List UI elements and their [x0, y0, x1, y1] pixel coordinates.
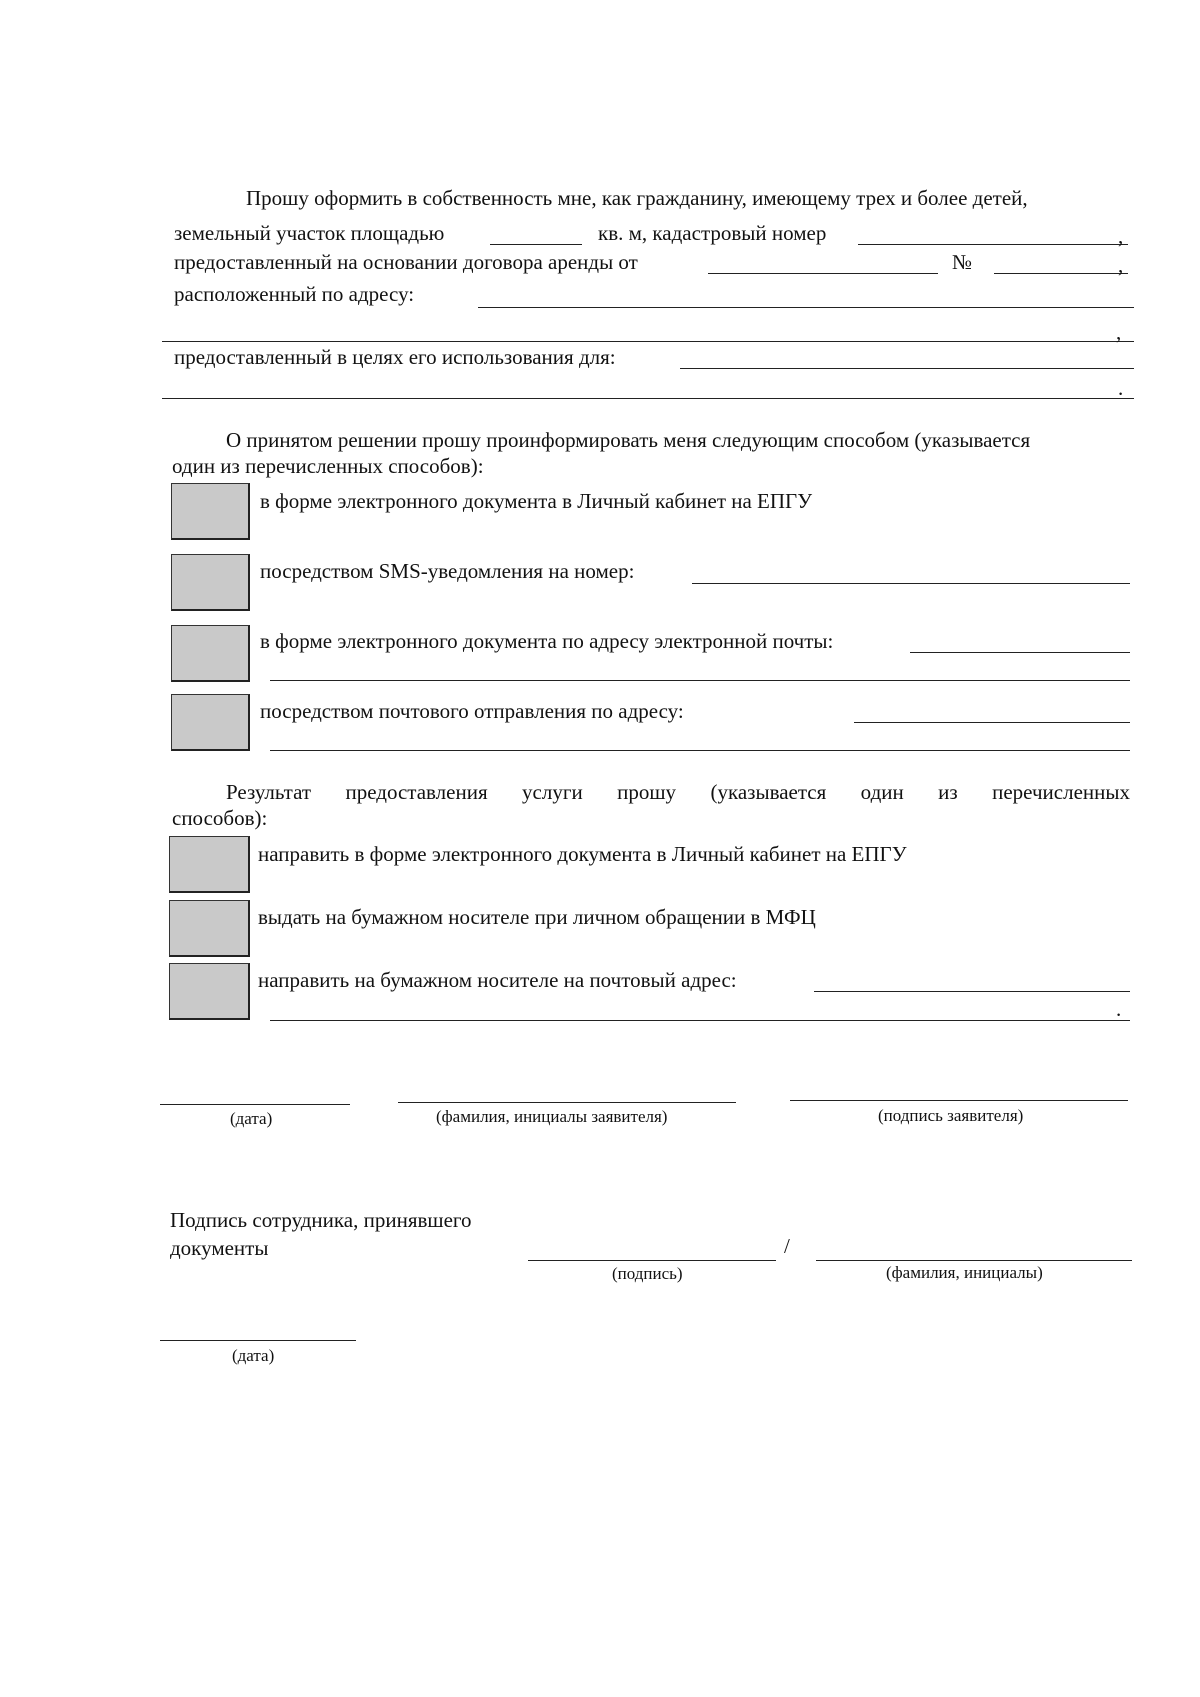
inform-option-2-label: посредством SMS-уведомления на номер:: [260, 559, 635, 583]
applicant-name-field[interactable]: [398, 1102, 736, 1103]
comma-mark: ,: [1118, 253, 1124, 277]
inform-option-3-checkbox[interactable]: [171, 625, 250, 682]
inform-option-3-label: в форме электронного документа по адресу электронной почты:: [260, 629, 834, 653]
result-option-1-label: направить в форме электронного документа в Личный кабинет на ЕПГУ: [258, 842, 907, 866]
sms-number-field[interactable]: [692, 583, 1130, 584]
employee-date-caption: (дата): [232, 1346, 275, 1365]
inform-intro-line1: О принятом решении прошу проинформировать меня следующим способом (указывается: [226, 428, 1031, 452]
email-field-1[interactable]: [910, 652, 1130, 653]
slash-mark: /: [784, 1234, 790, 1258]
result-option-3-checkbox[interactable]: [169, 963, 250, 1020]
result-option-1-checkbox[interactable]: [169, 836, 250, 893]
address-field-1[interactable]: [478, 307, 1134, 308]
area-unit-label: кв. м, кадастровый номер: [598, 221, 827, 245]
plot-area-label: земельный участок площадью: [174, 221, 445, 245]
result-option-2-checkbox[interactable]: [169, 900, 250, 957]
inform-option-1-label: в форме электронного документа в Личный кабинет на ЕПГУ: [260, 489, 813, 513]
comma-mark: ,: [1118, 224, 1124, 248]
request-intro: Прошу оформить в собственность мне, как гражданину, имеющему трех и более детей,: [246, 186, 1028, 210]
address-field-2[interactable]: [162, 341, 1134, 342]
employee-name-caption: (фамилия, инициалы): [886, 1263, 1043, 1282]
employee-name-field[interactable]: [816, 1260, 1132, 1261]
lease-date-field[interactable]: [708, 273, 938, 274]
purpose-label: предоставленный в целях его использования для:: [174, 345, 616, 369]
lease-basis-label: предоставленный на основании договора аренды от: [174, 250, 638, 274]
employee-sign-field[interactable]: [528, 1260, 776, 1261]
employee-sign-caption: (подпись): [612, 1264, 683, 1283]
applicant-date-field[interactable]: [160, 1104, 350, 1105]
purpose-field-1[interactable]: [680, 368, 1134, 369]
cadastral-number-field[interactable]: [858, 244, 1128, 245]
plot-area-field[interactable]: [490, 244, 582, 245]
period-mark: .: [1116, 997, 1122, 1021]
employee-date-field[interactable]: [160, 1340, 356, 1341]
postal-address-field-1[interactable]: [854, 722, 1130, 723]
postal-address-field-2[interactable]: [270, 750, 1130, 751]
result-option-2-label: выдать на бумажном носителе при личном обращении в МФЦ: [258, 905, 816, 929]
date-caption: (дата): [230, 1109, 273, 1128]
employee-label-line1: Подпись сотрудника, принявшего: [170, 1208, 472, 1232]
email-field-2[interactable]: [270, 680, 1130, 681]
applicant-sign-field[interactable]: [790, 1100, 1128, 1101]
number-sign: №: [952, 250, 973, 274]
purpose-field-2[interactable]: [162, 398, 1134, 399]
employee-label-line2: документы: [170, 1236, 269, 1260]
inform-option-1-checkbox[interactable]: [171, 483, 250, 540]
result-option-3-label: направить на бумажном носителе на почтовый адрес:: [258, 968, 737, 992]
comma-mark: ,: [1116, 320, 1122, 344]
sign-caption: (подпись заявителя): [878, 1106, 1024, 1125]
inform-option-4-checkbox[interactable]: [171, 694, 250, 751]
located-at-label: расположенный по адресу:: [174, 282, 415, 306]
result-postal-field-2[interactable]: [270, 1020, 1130, 1021]
result-postal-field-1[interactable]: [814, 991, 1130, 992]
name-caption: (фамилия, инициалы заявителя): [436, 1107, 668, 1126]
inform-option-4-label: посредством почтового отправления по адресу:: [260, 699, 684, 723]
inform-option-2-checkbox[interactable]: [171, 554, 250, 611]
result-intro-line1: Результат предоставления услуги прошу (указывается один из перечисленных: [226, 780, 1130, 804]
period-mark: .: [1118, 376, 1124, 400]
result-intro-line2: способов):: [172, 806, 268, 830]
inform-intro-line2: один из перечисленных способов):: [172, 454, 484, 478]
lease-number-field[interactable]: [994, 273, 1128, 274]
